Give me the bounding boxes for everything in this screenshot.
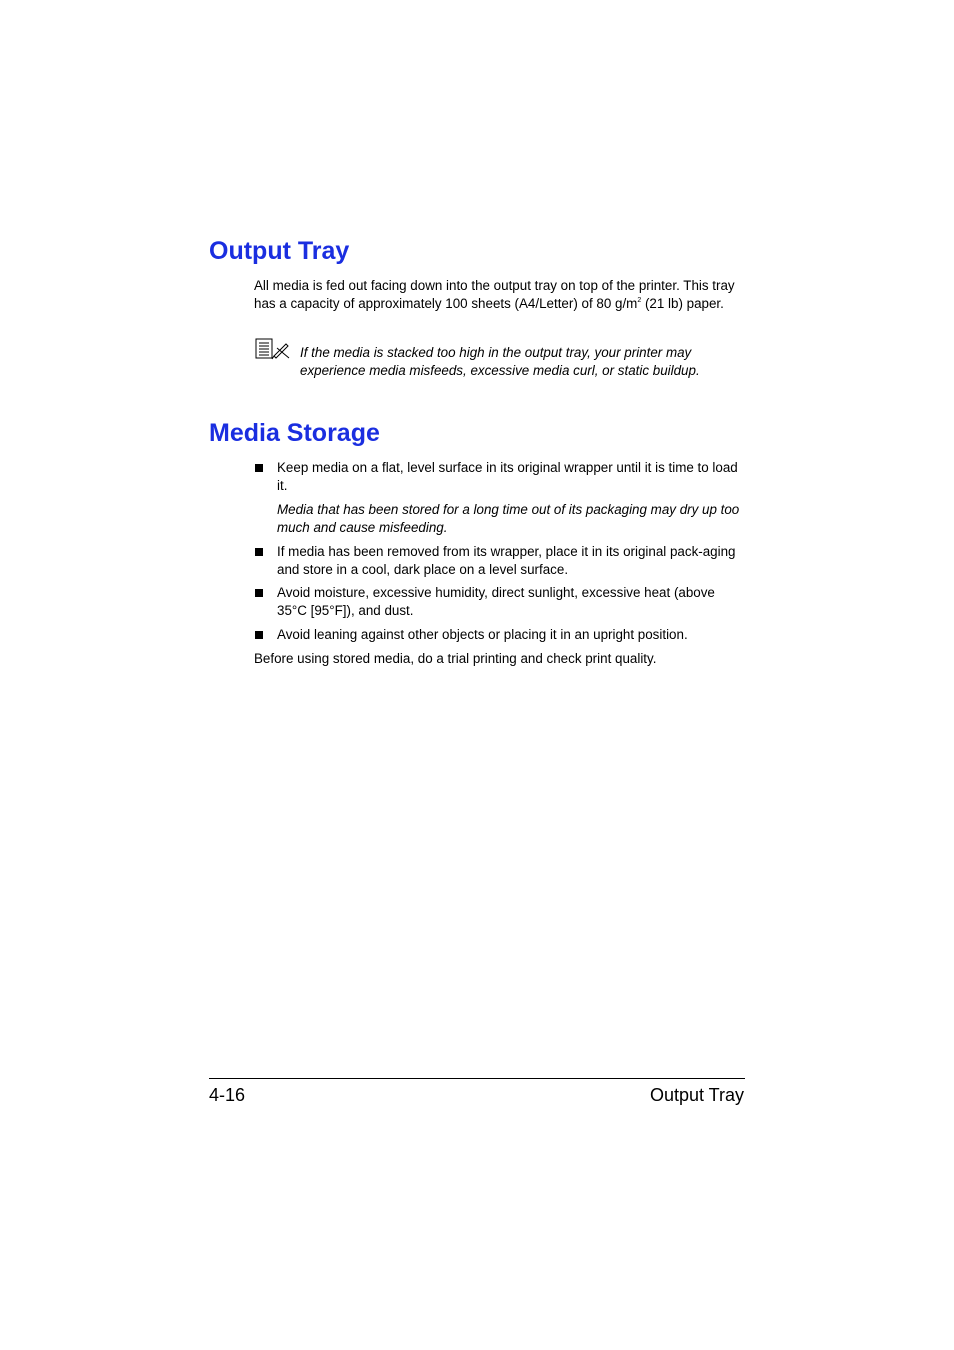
output-tray-paragraph: [254, 277, 744, 313]
bullet-item-3: Avoid moisture, excessive humidity, direct sunlight, excessive heat (above 35°C [95°F]), and dust.: [277, 585, 715, 618]
media-storage-closing: Before using stored media, do a trial printing and check print quality.: [254, 651, 657, 666]
bullet-marker: [255, 548, 263, 556]
output-tray-note: If the media is stacked too high in the output tray, your printer may experience media misfeeds, excessive media curl, or static buildup.: [300, 345, 700, 378]
footer-divider: [209, 1078, 745, 1079]
bullet-item-1: Keep media on a flat, level surface in its original wrapper until it is time to load it.: [277, 460, 738, 493]
output-tray-paragraph-end: (21 lb) paper.: [641, 296, 724, 311]
bullet-marker: [255, 464, 263, 472]
bullet-marker: [255, 589, 263, 597]
page-number: 4-16: [209, 1085, 246, 1105]
heading-output-tray: Output Tray: [209, 237, 350, 265]
bullet-marker: [255, 631, 263, 639]
bullet-item-2: If media has been removed from its wrapper, place it in its original pack-aging and store in a cool, dark place on a level surface.: [277, 544, 736, 577]
note-pencil-icon: [255, 338, 291, 360]
heading-media-storage: Media Storage: [209, 419, 380, 447]
bullet-item-4: Avoid leaning against other objects or placing it in an upright position.: [277, 627, 688, 642]
footer-section-name: Output Tray: [649, 1085, 744, 1105]
superscript-2: 2: [637, 297, 642, 304]
bullet-sub-note: Media that has been stored for a long time out of its packaging may dry up too much and cause misfeeding.: [277, 502, 740, 535]
output-tray-paragraph-text: All media is fed out facing down into the output tray on top of the printer. This tray has a capacity of approximately 100 sheets (A4/Letter) of 80 g/m: [254, 278, 735, 311]
